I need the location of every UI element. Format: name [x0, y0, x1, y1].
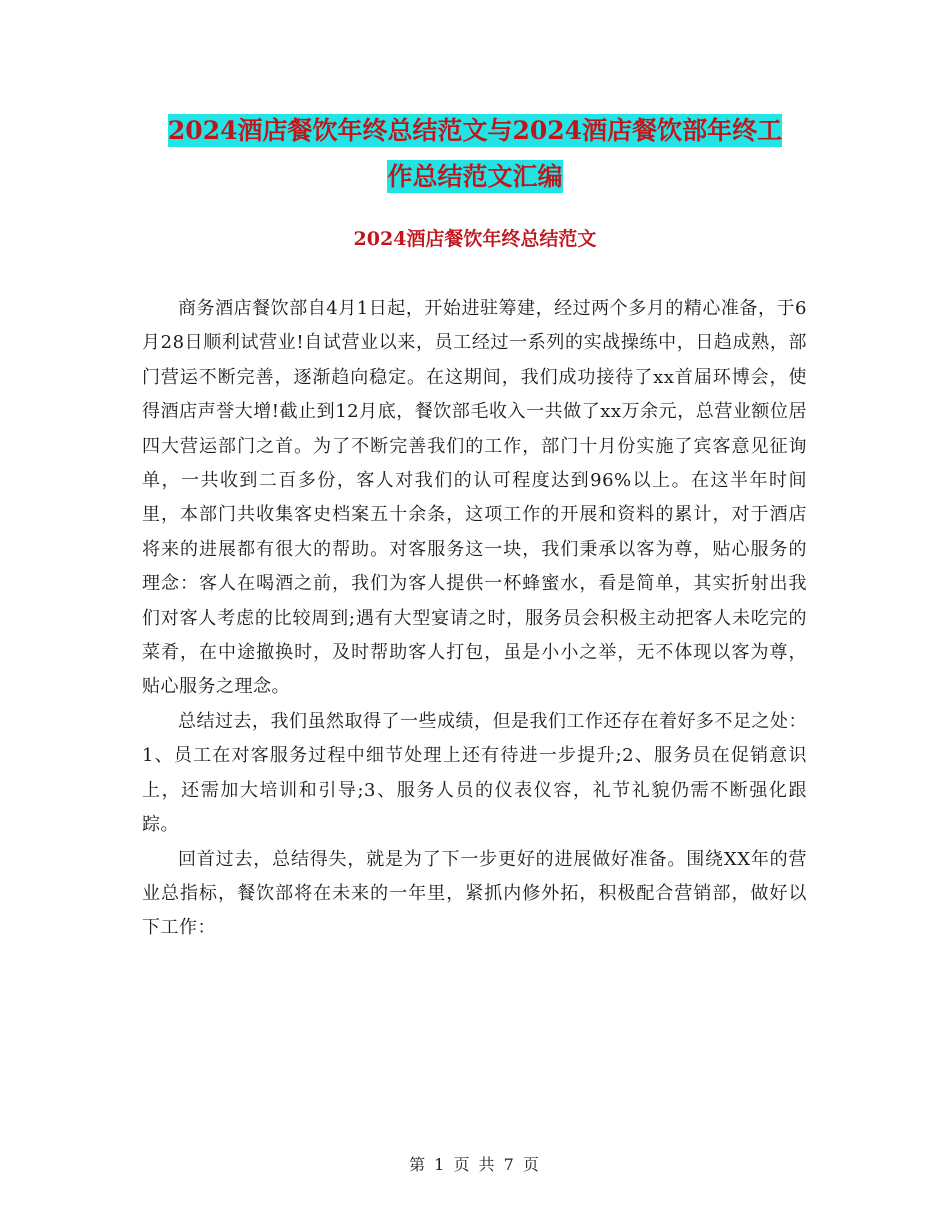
- paragraph-2: 总结过去，我们虽然取得了一些成绩，但是我们工作还存在着好多不足之处：1、员工在对客服务过程中细节处理上还有待进一步提升;2、服务员在促销意识上，还需加大培训和引导;3、服务人员的仪表仪容，礼节礼貌仍需不断强化跟踪。: [142, 710, 807, 836]
- paragraph-1: 商务酒店餐饮部自4月1日起，开始进驻筹建，经过两个多月的精心准备，于6月28日顺利试营业!自试营业以来，员工经过一系列的实战操练中，日趋成熟，部门营运不断完善，逐渐趋向稳定。在这期间，我们成功接待了xx首届环博会，使得酒店声誉大增!截止到12月底，餐饮部毛收入一共做了xx万余元，总营业额位居四大营运部门之首。为了不断完善我们的工作，部门十月份实施了宾客意见征询单，一共收到二百多份，客人对我们的认可程度达到96%以上。在这半年时间里，本部门共收集客史档案五十余条，这项工作的开展和资料的累计，对于酒店将来的进展都有很大的帮助。对客服务这一块，我们秉承以客为尊，贴心服务的理念：客人在喝酒之前，我们为客人提供一杯蜂蜜水，看是简单，其实折射出我们对客人考虑的比较周到;遇有大型宴请之时，服务员会积极主动把客人未吃完的菜肴，在中途撤换时，及时帮助客人打包，虽是小小之举，无不体现以客为尊，贴心服务之理念。: [142, 298, 807, 698]
- page-number-footer: 第 1 页 共 7 页: [409, 1155, 541, 1174]
- title-line-2: 作总结范文汇编: [387, 162, 563, 191]
- paragraph-3: 回首过去，总结得失，就是为了下一步更好的进展做好准备。围绕XX年的营业总指标，餐饮部将在未来的一年里，紧抓内修外拓，积极配合营销部，做好以下工作：: [142, 848, 807, 939]
- section-heading: 2024酒店餐饮年终总结范文: [353, 228, 597, 250]
- document-title: [140, 108, 810, 200]
- document-body: [142, 292, 807, 946]
- title-line-1: 2024酒店餐饮年终总结范文与2024酒店餐饮部年终工: [167, 116, 783, 145]
